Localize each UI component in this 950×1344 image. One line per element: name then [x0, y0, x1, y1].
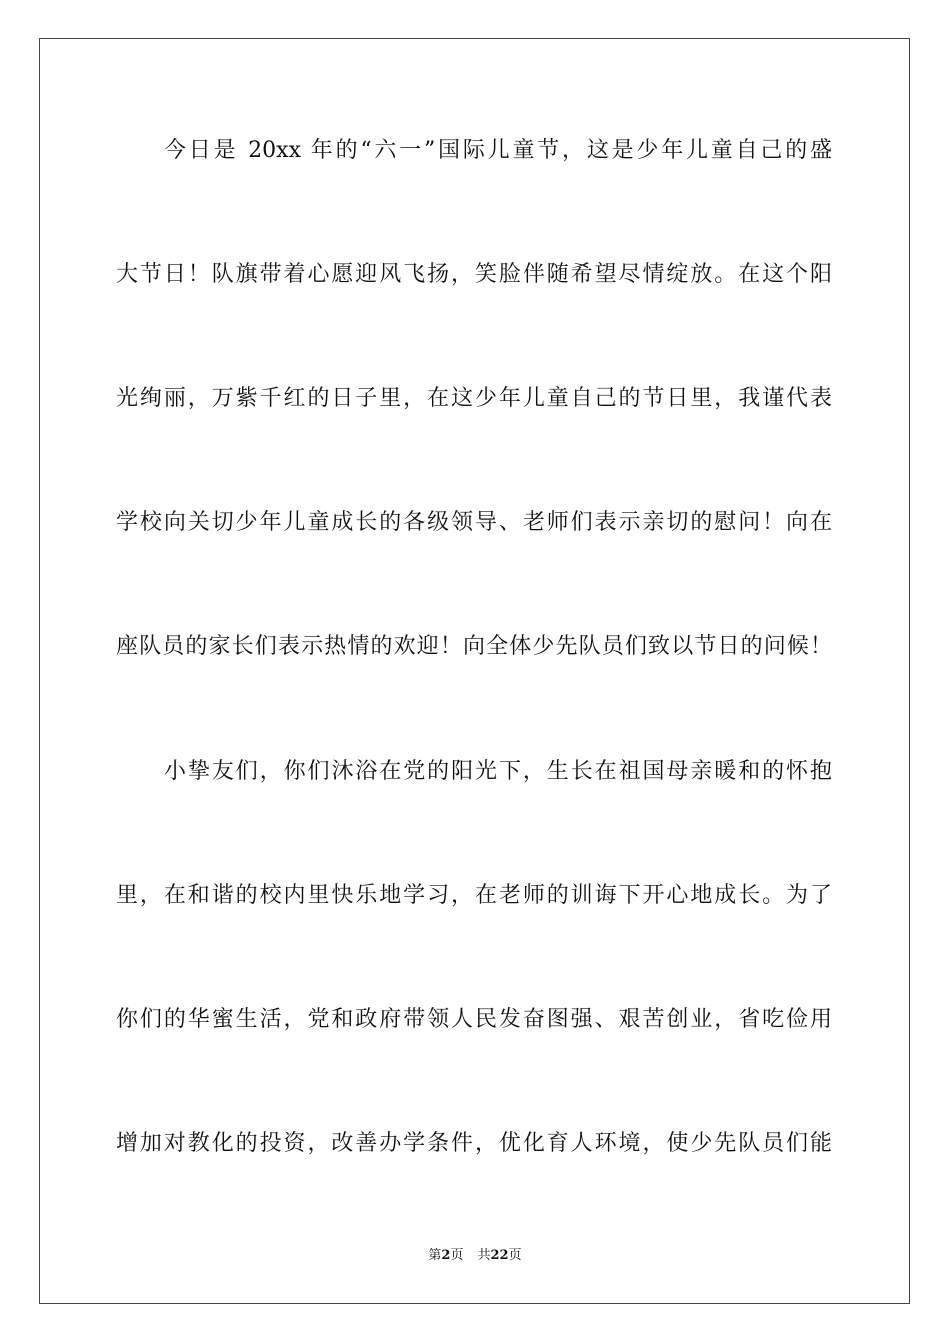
paragraph-2-line-2: 里，在和谐的校内里快乐地学习，在老师的训诲下开心地成长。为了 — [116, 883, 832, 908]
paragraph-1-line-1: 今日是 20xx 年的“六一”国际儿童节，这是少年儿童自己的盛 — [164, 138, 832, 163]
page-suffix: 页 — [450, 1248, 464, 1263]
page-total: 22 — [490, 1248, 509, 1263]
page-footer — [0, 1247, 950, 1265]
total-suffix: 页 — [508, 1248, 522, 1263]
paragraph-1-line-5: 座队员的家长们表示热情的欢迎！向全体少先队员们致以节日的问候！ — [116, 634, 832, 659]
page-prefix: 第 — [428, 1248, 442, 1263]
page-current: 2 — [441, 1248, 451, 1263]
total-prefix: 共 — [477, 1248, 491, 1263]
paragraph-1-line-2: 大节日！队旗带着心愿迎风飞扬，笑脸伴随希望尽情绽放。在这个阳 — [116, 262, 832, 287]
paragraph-1-line-3: 光绚丽，万紫千红的日子里，在这少年儿童自己的节日里，我谨代表 — [116, 386, 832, 411]
paragraph-2-line-3: 你们的华蜜生活，党和政府带领人民发奋图强、艰苦创业，省吃俭用 — [116, 1007, 832, 1032]
paragraph-2-line-1: 小挚友们，你们沐浴在党的阳光下，生长在祖国母亲暖和的怀抱 — [164, 759, 832, 784]
page-frame — [39, 38, 910, 1304]
paragraph-1-line-4: 学校向关切少年儿童成长的各级领导、老师们表示亲切的慰问！向在 — [116, 510, 832, 535]
paragraph-2-line-4: 增加对教化的投资，改善办学条件，优化育人环境，使少先队员们能 — [116, 1131, 832, 1156]
